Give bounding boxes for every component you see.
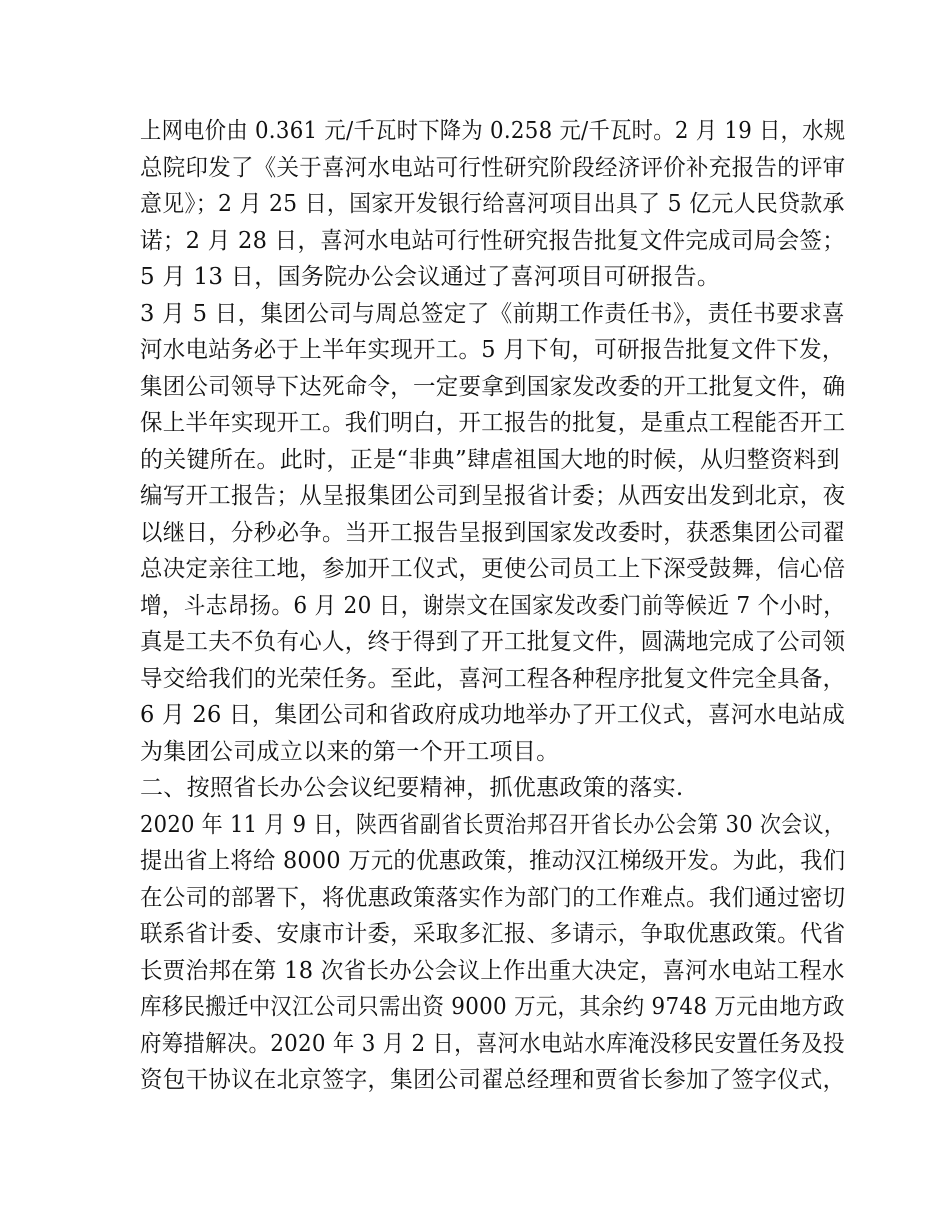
text-line: 3 月 5 日，集团公司与周总签定了《前期工作责任书》，责任书要求喜	[140, 300, 845, 327]
text-line: 在公司的部署下，将优惠政策落实作为部门的工作难点。我们通过密切	[140, 884, 846, 911]
text-line: 总决定亲往工地，参加开工仪式，更使公司员工上下深受鼓舞，信心倍	[140, 556, 846, 582]
text-line: 2020 年 11 月 9 日，陕西省副省长贾治邦召开省长办公会第 30 次会议，	[140, 811, 846, 838]
text-line: 的关键所在。此时，正是“非典”肆虐祖国大地的时候，从归整资料到	[140, 446, 840, 473]
text-line: 联系省计委、安康市计委，采取多汇报、多请示，争取优惠政策。代省	[140, 921, 846, 947]
text-line: 府筹措解决。2020 年 3 月 2 日，喜河水电站水库淹没移民安置任务及投	[140, 1030, 845, 1057]
text-line: 导交给我们的光荣任务。至此，喜河工程各种程序批复文件完全具备，	[140, 665, 846, 692]
section-heading: 二、按照省长办公会议纪要精神，抓优惠政策的落实.	[140, 775, 684, 801]
text-line: 集团公司领导下达死命令，一定要拿到国家发改委的开工批复文件，确	[140, 373, 846, 400]
text-line: 长贾治邦在第 18 次省长办公会议上作出重大决定，喜河水电站工程水	[140, 957, 845, 984]
text-line: 以继日，分秒必争。当开工报告呈报到国家发改委时，获悉集团公司翟	[140, 519, 846, 546]
text-line: 河水电站务必于上半年实现开工。5 月下旬，可研报告批复文件下发，	[140, 337, 845, 363]
text-line: 6 月 26 日，集团公司和省政府成功地举办了开工仪式，喜河水电站成	[140, 702, 846, 728]
text-line: 5 月 13 日，国务院办公会议通过了喜河项目可研报告。	[140, 264, 721, 290]
text-line: 上网电价由 0.361 元/千瓦时下降为 0.258 元/千瓦时。2 月 19 日，水规	[140, 118, 846, 144]
text-line: 保上半年实现开工。我们明白，开工报告的批复，是重点工程能否开工	[140, 410, 846, 436]
text-line: 为集团公司成立以来的第一个开工项目。	[140, 738, 560, 765]
text-line: 资包干协议在北京签字，集团公司翟总经理和贾省长参加了签字仪式，	[140, 1067, 846, 1093]
text-line: 增，斗志昂扬。6 月 20 日，谢崇文在国家发改委门前等候近 7 个小时，	[140, 592, 846, 619]
text-line: 真是工夫不负有心人，终于得到了开工批复文件，圆满地完成了公司领	[140, 629, 846, 655]
text-line: 编写开工报告；从呈报集团公司到呈报省计委；从西安出发到北京，夜	[140, 483, 846, 509]
body-text	[140, 113, 846, 1099]
text-line: 意见》；2 月 25 日，国家开发银行给喜河项目出具了 5 亿元人民贷款承	[140, 191, 845, 217]
text-line: 库移民搬迁中汉江公司只需出资 9000 万元，其余约 9748 万元由地方政	[140, 994, 845, 1020]
text-line: 总院印发了《关于喜河水电站可行性研究阶段经济评价补充报告的评审	[140, 154, 846, 181]
text-line: 诺；2 月 28 日，喜河水电站可行性研究报告批复文件完成司局会签；	[140, 227, 846, 254]
text-line: 提出省上将给 8000 万元的优惠政策，推动汉江梯级开发。为此，我们	[140, 848, 846, 874]
